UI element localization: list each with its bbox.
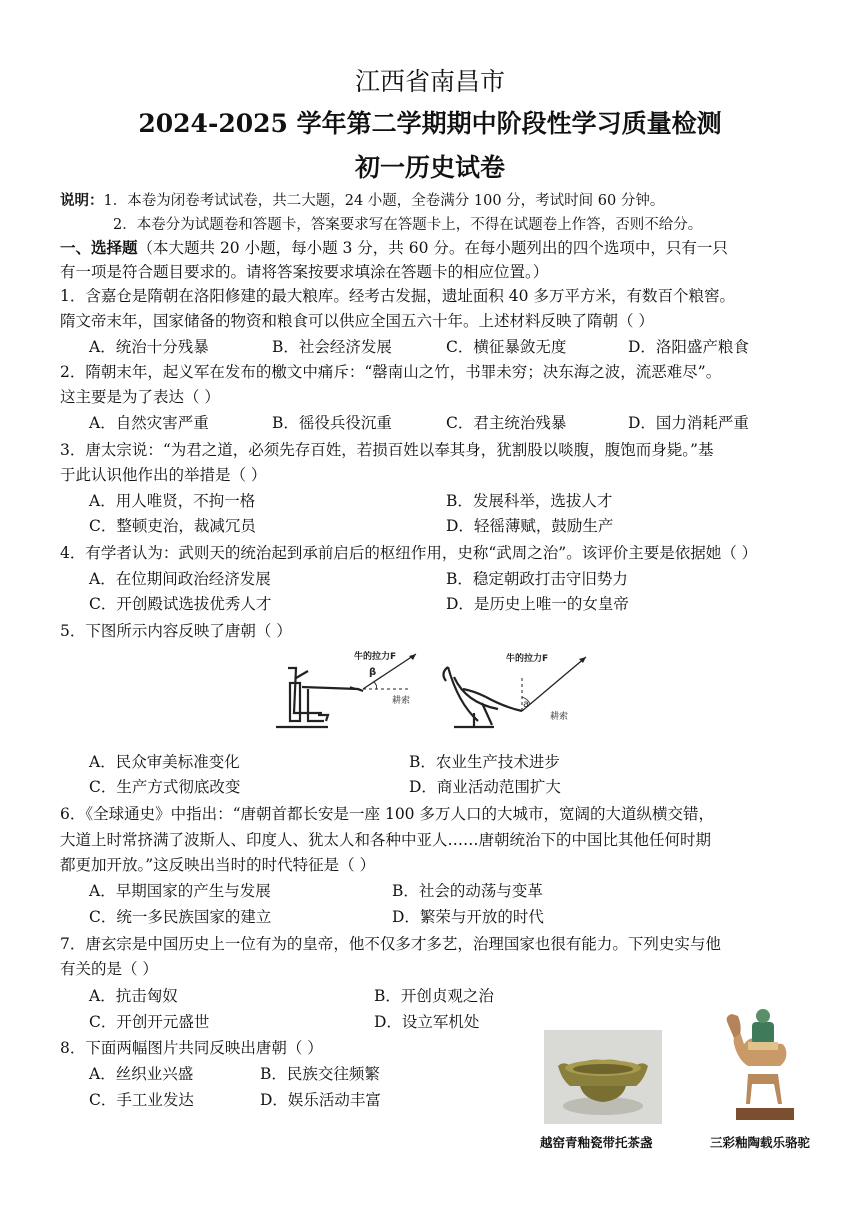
q4-option-c: C．开创殿试选拔优秀人才 — [89, 595, 272, 613]
header-subject: 初一历史试卷 — [354, 153, 505, 182]
section-label: 一、选择题 — [60, 238, 138, 257]
q4-option-a: A．在位期间政治经济发展 — [89, 570, 271, 588]
q2-option-a: A．自然灾害严重 — [89, 414, 209, 432]
q6-stem-3: 都更加开放。”这反映出当时的时代特征是（ ） — [60, 856, 376, 874]
q8-stem-1: 8．下面两幅图片共同反映出唐朝（ ） — [60, 1039, 323, 1057]
left-arrowhead — [409, 654, 416, 660]
q7-stem-1: 7．唐玄宗是中国历史上一位有为的皇帝，他不仅多才多艺，治理国家也很有能力。下列史实与他 — [60, 935, 721, 953]
section-line-1 — [60, 236, 728, 258]
q2-option-b: B．徭役兵役沉重 — [272, 414, 392, 432]
q7-option-b: B．开创贞观之治 — [374, 987, 494, 1005]
left-angle-label: β — [369, 667, 377, 678]
section-desc-2: 有一项是符合题目要求的。请将答案按要求填涂在答题卡的相应位置。） — [60, 263, 549, 281]
q5-stem-1: 5．下图所示内容反映了唐朝（ ） — [60, 622, 292, 640]
q1-option-c: C．横征暴敛无度 — [446, 338, 567, 356]
q2-option-c: C．君主统治残暴 — [446, 414, 567, 432]
q8-option-b: B．民族交往频繁 — [260, 1065, 380, 1083]
right-force-label: 牛的拉力F — [506, 654, 549, 664]
q2-option-d: D．国力消耗严重 — [628, 414, 749, 432]
header-exam-name: 2024-2025 学年第二学期期中阶段性学习质量检测 — [138, 109, 722, 138]
tea-bowl-caption: 越窑青釉瓷带托茶盏 — [540, 1135, 653, 1150]
left-rope-label: 耕索 — [392, 696, 411, 706]
notes-line-1 — [60, 189, 664, 210]
straight-shaft-plough — [276, 668, 363, 727]
q8-option-d: D．娱乐活动丰富 — [260, 1091, 381, 1109]
q3-stem-2: 于此认识他作出的举措是（ ） — [60, 466, 267, 484]
right-angle-label: a — [523, 699, 530, 710]
q3-option-d: D．轻徭薄赋，鼓励生产 — [446, 517, 614, 535]
camel-caption: 三彩釉陶载乐骆驼 — [710, 1135, 811, 1150]
q1-option-b: B．社会经济发展 — [272, 338, 392, 356]
q4-option-b: B．稳定朝政打击守旧势力 — [446, 570, 628, 588]
q1-stem-1: 1．含嘉仓是隋朝在洛阳修建的最大粮库。经考古发掘，遗址面积 40 多万平方米，有数百个粮窖。 — [60, 287, 735, 305]
sancai-camel-image — [722, 1004, 804, 1122]
right-force-arrow — [522, 657, 586, 711]
right-rope-label: 耕索 — [550, 712, 569, 722]
q7-option-c: C．开创开元盛世 — [89, 1013, 210, 1031]
q6-stem-2: 大道上时常挤满了波斯人、印度人、犹太人和各种中亚人……唐朝统治下的中国比其他任何时期 — [60, 831, 712, 849]
q5-option-b: B．农业生产技术进步 — [409, 753, 560, 771]
q6-option-c: C．统一多民族国家的建立 — [89, 908, 272, 926]
q2-stem-1: 2．隋朝末年，起义军在发布的檄文中痛斥：“罄南山之竹，书罪未穷；决东海之波，流恶难尽”。 — [60, 363, 722, 381]
header-region: 江西省南昌市 — [354, 67, 505, 96]
notes-label: 说明： — [60, 192, 104, 209]
q7-option-a: A．抗击匈奴 — [89, 987, 178, 1005]
q2-stem-2: 这主要是为了表达（ ） — [60, 388, 220, 406]
q6-option-a: A．早期国家的产生与发展 — [89, 882, 271, 900]
celadon-tea-bowl-image — [544, 1030, 662, 1124]
q6-option-d: D．繁荣与开放的时代 — [392, 908, 544, 926]
left-angle-arc — [374, 682, 377, 689]
q4-option-d: D．是历史上唯一的女皇帝 — [446, 595, 629, 613]
q3-option-c: C．整顿吏治，裁减冗员 — [89, 517, 256, 535]
q1-option-a: A．统治十分残暴 — [89, 338, 209, 356]
q1-option-d: D．洛阳盛产粮食 — [628, 338, 749, 356]
q3-option-b: B．发展科举，选拔人才 — [446, 492, 613, 510]
q8-option-c: C．手工业发达 — [89, 1091, 194, 1109]
q3-option-a: A．用人唯贤，不拘一格 — [89, 492, 256, 510]
q6-option-b: B．社会的动荡与变革 — [392, 882, 543, 900]
notes-item-1: 1．本卷为闭卷考试试卷，共二大题，24 小题，全卷满分 100 分，考试时间 60 分钟。 — [103, 193, 665, 209]
left-force-label: 牛的拉力F — [354, 652, 397, 662]
plough-diagram — [268, 643, 598, 735]
q7-option-d: D．设立军机处 — [374, 1013, 480, 1031]
q1-stem-2: 隋文帝末年，国家储备的物资和粮食可以供应全国五六十年。上述材料反映了隋朝（ ） — [60, 312, 654, 330]
curved-shaft-plough — [443, 667, 522, 727]
q5-option-c: C．生产方式彻底改变 — [89, 778, 241, 796]
q5-option-d: D．商业活动范围扩大 — [409, 778, 561, 796]
q5-option-a: A．民众审美标准变化 — [89, 753, 240, 771]
q3-stem-1: 3．唐太宗说：“为君之道，必须先存百姓，若损百姓以奉其身，犹割股以啖腹，腹饱而身毙。”基 — [60, 441, 714, 459]
q4-stem-1: 4．有学者认为：武则天的统治起到承前启后的枢纽作用，史称“武周之治”。该评价主要是依据她（ ） — [60, 544, 758, 562]
q7-stem-2: 有关的是（ ） — [60, 960, 158, 978]
q8-option-a: A．丝织业兴盛 — [89, 1065, 194, 1083]
q6-stem-1: 6．《全球通史》中指出：“唐朝首都长安是一座 100 多万人口的大城市，宽阔的大道纵横交错， — [60, 805, 714, 823]
section-desc-1: （本大题共 20 小题，每小题 3 分，共 60 分。在每小题列出的四个选项中，只有一只 — [137, 239, 728, 257]
notes-item-2: 2．本卷分为试题卷和答题卡，答案要求写在答题卡上，不得在试题卷上作答，否则不给分。 — [113, 217, 703, 233]
